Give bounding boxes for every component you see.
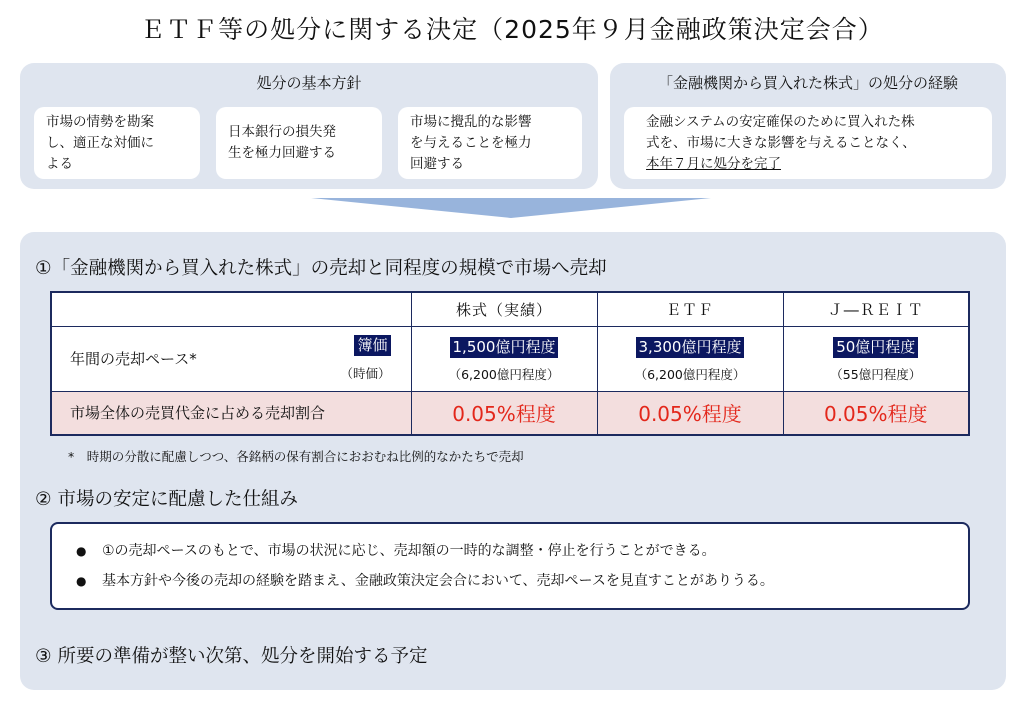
cell-stocks-pace <box>411 326 597 391</box>
book-value-jreit: 50億円程度 <box>833 337 918 358</box>
column-header-etf: ＥＴＦ <box>597 292 783 326</box>
policy-card-line: よる <box>46 156 73 172</box>
experience-line-underlined: 本年７月に処分を完了 <box>646 156 781 172</box>
policy-card-2 <box>216 107 382 179</box>
market-value-stocks: （6,200億円程度） <box>448 367 560 383</box>
experience-line: 式を、市場に大きな影響を与えることなく、 <box>646 135 916 151</box>
policy-card-line: 市場に攪乱的な影響 <box>410 114 532 130</box>
policy-card-line: 市場の情勢を勘案 <box>46 114 154 130</box>
market-value-jreit: （55億円程度） <box>830 367 922 383</box>
policy-card-line: 回避する <box>410 156 464 172</box>
page-title: ＥＴＦ等の処分に関する決定（2025年９月金融政策決定会合） <box>140 15 884 44</box>
section-2-heading: ② 市場の安定に配慮した仕組み <box>35 489 298 510</box>
column-header-stocks: 株式（実績） <box>411 292 597 326</box>
experience-card <box>624 107 992 179</box>
policy-card-line: を与えることを極力 <box>410 135 532 151</box>
column-header-jreit: Ｊ―ＲＥＩＴ <box>783 292 969 326</box>
stability-box <box>50 522 970 610</box>
row-label-sale-pace <box>51 326 411 391</box>
list-item-text: 基本方針や今後の売却の経験を踏まえ、金融政策決定会合において、売却ペースを見直すことがありうる。 <box>102 573 774 589</box>
policy-card-line: 日本銀行の損失発 <box>228 124 336 140</box>
market-value-etf: （6,200億円程度） <box>634 367 746 383</box>
book-value-label: 簿価 <box>354 335 390 356</box>
section-1-heading: ①「金融機関から買入れた株式」の売却と同程度の規模で市場へ売却 <box>35 258 607 279</box>
table-footnote: * 時期の分散に配慮しつつ、各銘柄の保有割合におおむね比例的なかたちで売却 <box>68 449 524 464</box>
book-value-stocks: 1,500億円程度 <box>450 337 559 358</box>
experience-line: 金融システムの安定確保のために買入れた株 <box>646 114 915 130</box>
down-arrow-icon <box>311 198 711 218</box>
table-corner-cell <box>51 292 411 326</box>
policy-card-line: 生を極力回避する <box>228 145 336 161</box>
policy-card-3 <box>398 107 582 179</box>
list-item-text: ①の売却ペースのもとで、市場の状況に応じ、売却額の一時的な調整・停止を行うことができる。 <box>102 543 716 559</box>
bullet-dot-icon: ● <box>76 574 87 588</box>
experience-panel <box>610 63 1006 189</box>
list-item <box>76 536 968 566</box>
experience-heading: 「金融機関から買入れた株式」の処分の経験 <box>657 74 958 92</box>
policy-card-line: し、適正な対価に <box>46 135 154 151</box>
ratio-stocks: 0.05%程度 <box>411 391 597 435</box>
book-value-etf: 3,300億円程度 <box>636 337 745 358</box>
bullet-dot-icon: ● <box>76 544 87 558</box>
cell-etf-pace <box>597 326 783 391</box>
section-3-heading: ③ 所要の準備が整い次第、処分を開始する予定 <box>35 646 428 667</box>
cell-jreit-pace <box>783 326 969 391</box>
table-row-sale-ratio <box>51 391 969 435</box>
list-item <box>76 566 968 596</box>
sale-pace-table <box>50 291 970 436</box>
decision-panel <box>20 232 1006 690</box>
policy-card-1 <box>34 107 200 179</box>
ratio-jreit: 0.05%程度 <box>783 391 969 435</box>
sale-pace-label: 年間の売却ペース* <box>70 349 197 368</box>
table-header-row <box>51 292 969 326</box>
table-row-sale-pace <box>51 326 969 391</box>
market-value-label: （時価） <box>340 365 391 381</box>
ratio-etf: 0.05%程度 <box>597 391 783 435</box>
row-label-sale-ratio: 市場全体の売買代金に占める売却割合 <box>51 391 411 435</box>
policy-panel <box>20 63 598 189</box>
policy-heading: 処分の基本方針 <box>256 74 362 92</box>
